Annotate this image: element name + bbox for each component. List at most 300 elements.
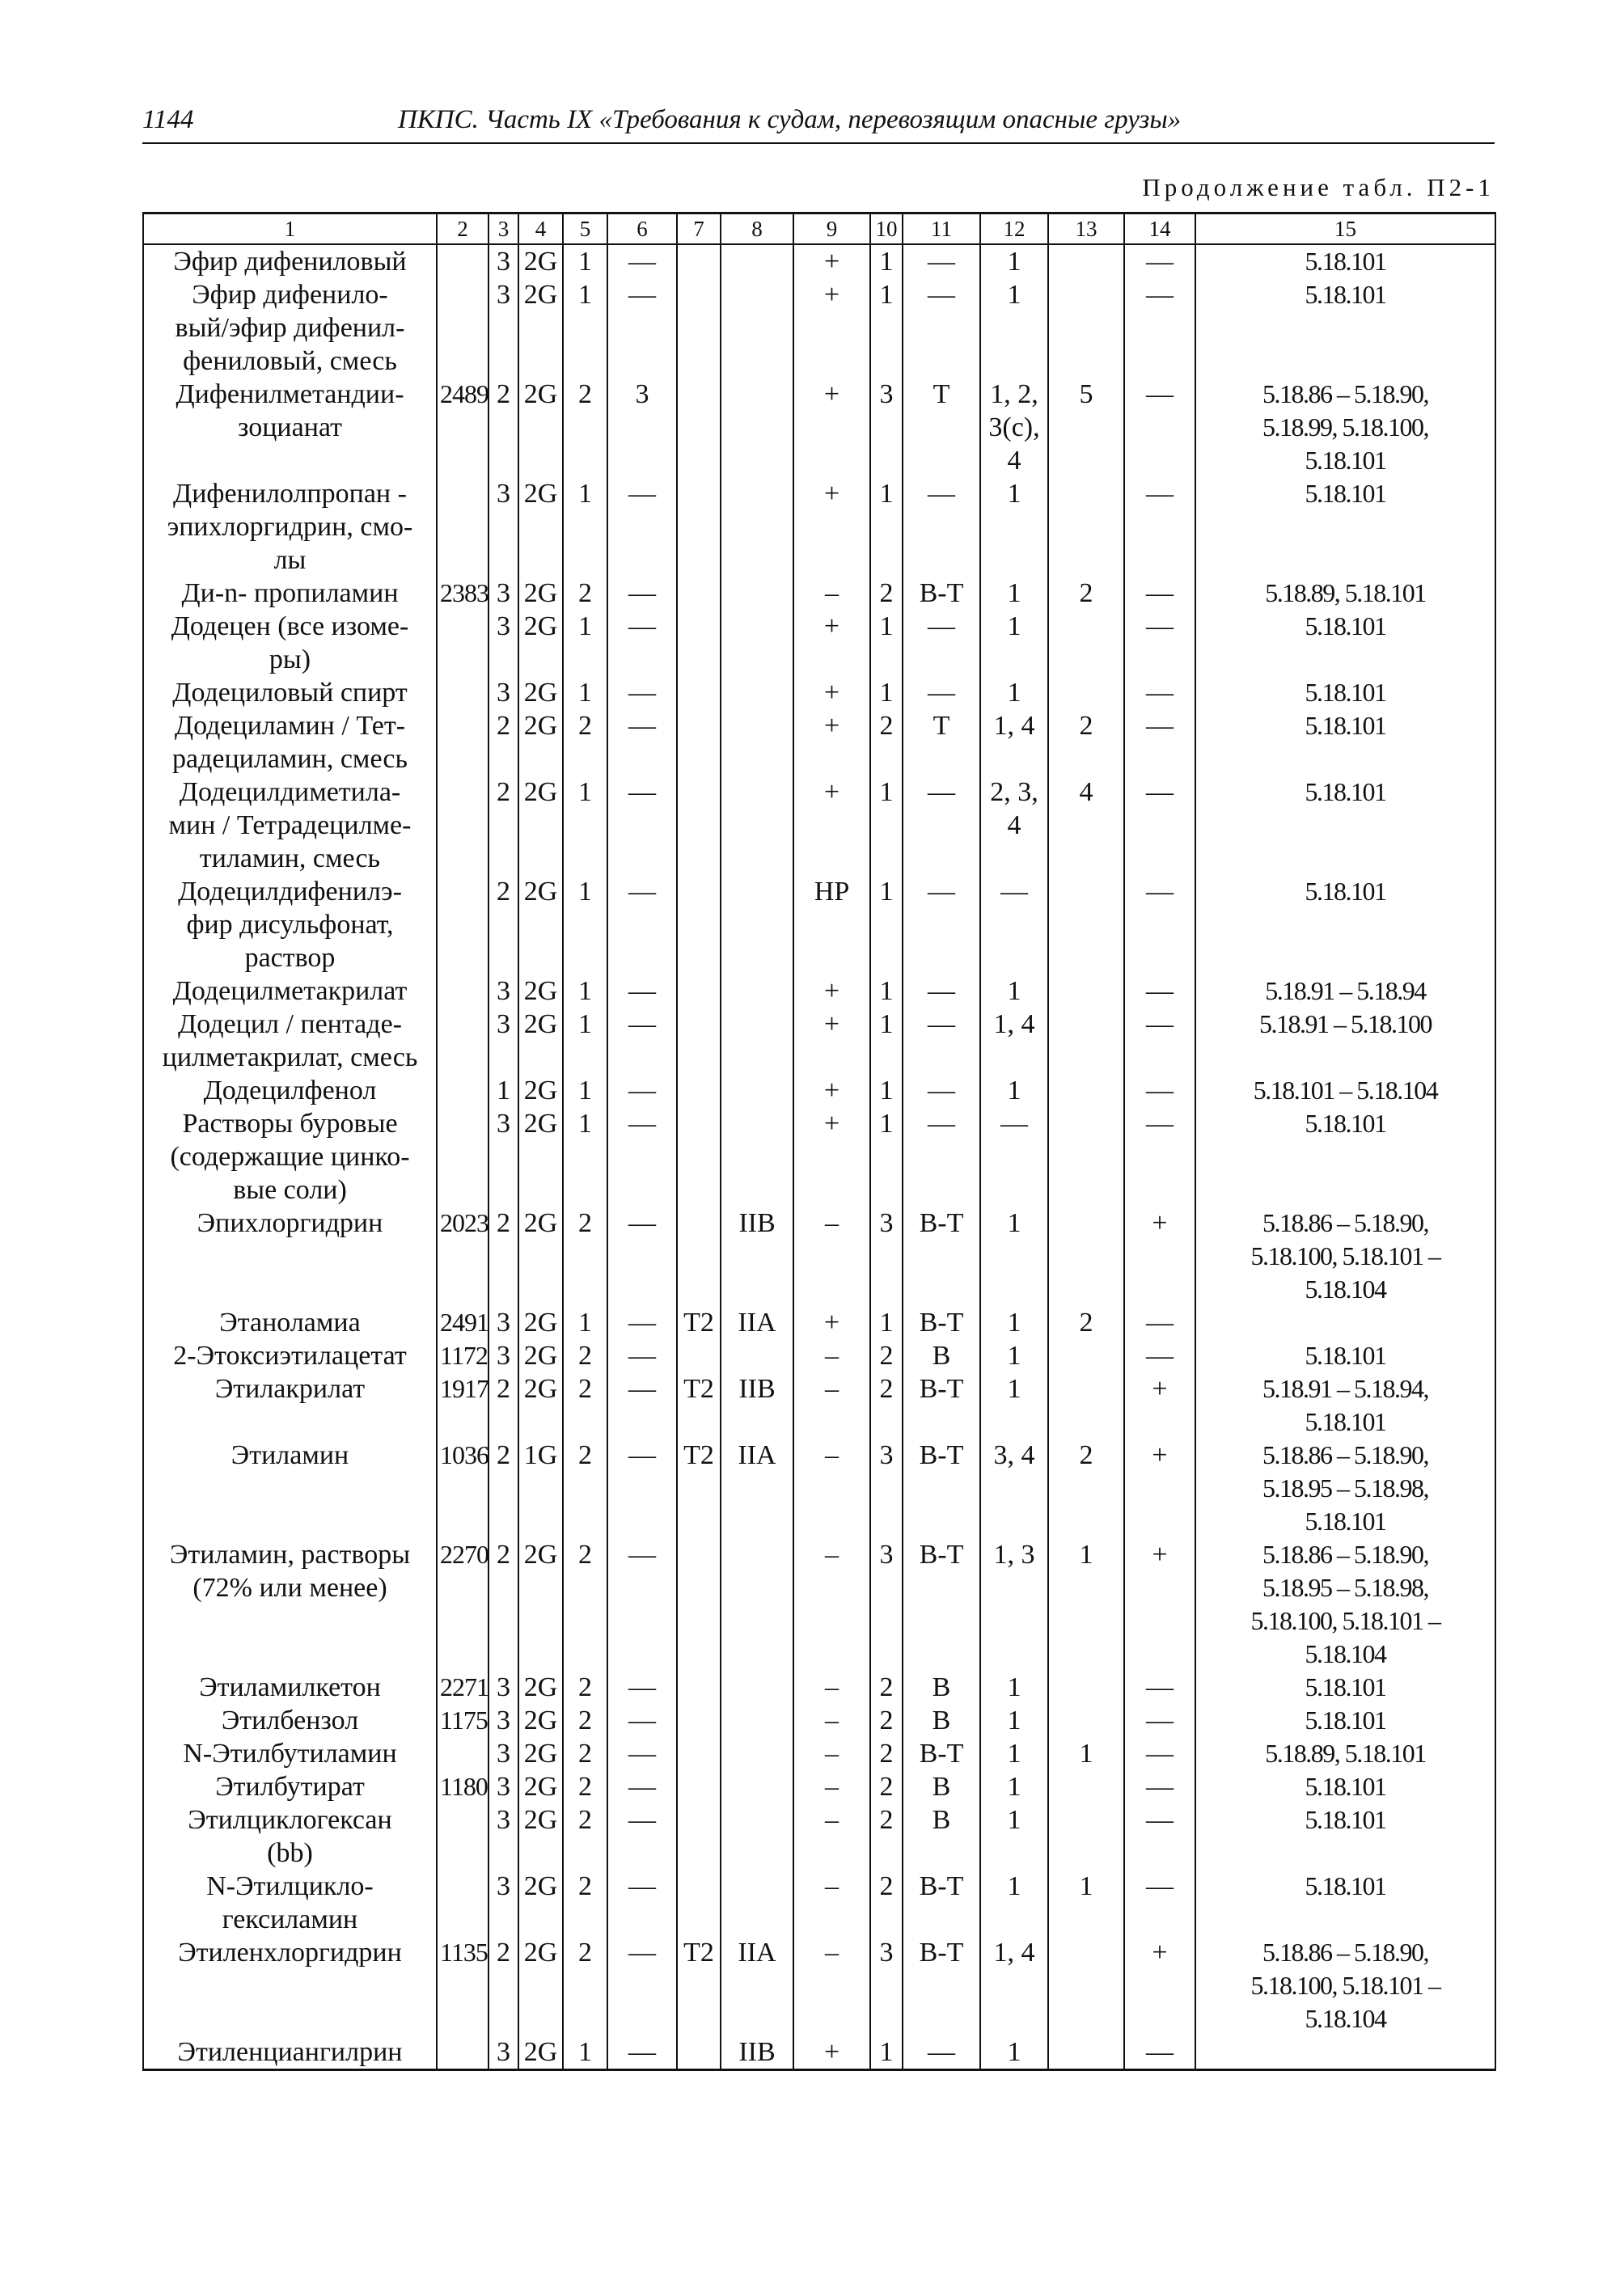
table-cell <box>1048 244 1124 278</box>
table-cell: — <box>1124 776 1195 875</box>
table-cell: 1 <box>980 1803 1048 1870</box>
table-cell: В-Т <box>903 1439 980 1538</box>
table-cell: 2491 <box>437 1306 488 1339</box>
table-cell: 2 <box>488 875 518 974</box>
table-cell: 1 <box>980 1207 1048 1306</box>
table-cell <box>721 1870 793 1936</box>
table-cell: 5.18.101 <box>1195 1671 1495 1704</box>
table-cell: 2 <box>870 1372 903 1439</box>
table-cell <box>677 709 721 776</box>
cargo-name-cell: Додециловый спирт <box>143 676 437 709</box>
table-cell: — <box>607 1936 677 2035</box>
table-cell <box>437 1803 488 1870</box>
table-cell <box>721 244 793 278</box>
table-cell: — <box>1124 974 1195 1008</box>
table-cell: 2 <box>563 1704 607 1737</box>
table-cell: 2G <box>518 974 563 1008</box>
table-cell <box>1048 2035 1124 2070</box>
table-cell: 2 <box>870 1870 903 1936</box>
table-cell: 3 <box>488 1306 518 1339</box>
column-header: 10 <box>870 213 903 245</box>
table-cell: 2 <box>488 1936 518 2035</box>
table-cell: 1 <box>870 1074 903 1107</box>
table-cell: 3, 4 <box>980 1439 1048 1538</box>
table-cell: В <box>903 1803 980 1870</box>
table-cell: 3 <box>488 1008 518 1074</box>
table-cell: 1 <box>1048 1870 1124 1936</box>
table-cell <box>677 1671 721 1704</box>
table-cell: 2G <box>518 1936 563 2035</box>
table-cell <box>437 1074 488 1107</box>
table-cell: 2G <box>518 1737 563 1770</box>
table-cell <box>1195 2035 1495 2070</box>
table-cell: 1 <box>563 776 607 875</box>
table-cell: + <box>793 709 870 776</box>
table-cell <box>677 2035 721 2070</box>
table-cell: — <box>1124 1339 1195 1372</box>
table-cell: 1 <box>980 477 1048 577</box>
table-cell: 5.18.91 – 5.18.100 <box>1195 1008 1495 1074</box>
table-cell: IIB <box>721 1372 793 1439</box>
table-cell: В <box>903 1704 980 1737</box>
table-cell <box>677 278 721 378</box>
table-cell: В <box>903 1770 980 1803</box>
table-cell: 2 <box>870 709 903 776</box>
table-cell: 5.18.89, 5.18.101 <box>1195 577 1495 610</box>
table-cell: 1 <box>1048 1538 1124 1671</box>
table-cell: 3 <box>488 1107 518 1207</box>
cargo-name-cell: Этилциклогексан (bb) <box>143 1803 437 1870</box>
table-cell: + <box>1124 1936 1195 2035</box>
table-cell: — <box>607 1671 677 1704</box>
table-row <box>143 875 1495 974</box>
table-row <box>143 378 1495 477</box>
table-cell: 3 <box>488 1704 518 1737</box>
table-cell: 2 <box>488 1207 518 1306</box>
table-cell: — <box>607 1538 677 1671</box>
table-cell: — <box>903 1107 980 1207</box>
cargo-name-cell: Додецилдиметила- мин / Тетрадецилме- тиламин, смесь <box>143 776 437 875</box>
table-cell <box>677 477 721 577</box>
table-cell: — <box>980 1107 1048 1207</box>
table-cell <box>721 1339 793 1372</box>
table-cell: 2023 <box>437 1207 488 1306</box>
table-cell: 2G <box>518 1770 563 1803</box>
table-cell <box>437 244 488 278</box>
table-cell: + <box>793 2035 870 2070</box>
table-cell: 3 <box>607 378 677 477</box>
table-cell: 1 <box>563 676 607 709</box>
table-cell: — <box>607 1372 677 1439</box>
cargo-requirements-table <box>142 212 1496 2071</box>
table-cell: – <box>793 1737 870 1770</box>
table-cell: 2 <box>563 1671 607 1704</box>
table-cell <box>721 378 793 477</box>
table-row <box>143 1008 1495 1074</box>
table-cell: + <box>1124 1538 1195 1671</box>
table-cell: 1 <box>980 1671 1048 1704</box>
table-cell: 2 <box>1048 1306 1124 1339</box>
table-cell: — <box>903 1008 980 1074</box>
table-cell: 1 <box>980 2035 1048 2070</box>
table-cell: — <box>607 244 677 278</box>
table-cell <box>677 676 721 709</box>
table-cell <box>437 676 488 709</box>
table-cell: — <box>1124 1803 1195 1870</box>
table-cell: 5.18.101 <box>1195 776 1495 875</box>
table-cell: 1 <box>870 1107 903 1207</box>
table-cell <box>721 278 793 378</box>
column-header: 12 <box>980 213 1048 245</box>
table-cell <box>437 1737 488 1770</box>
table-cell: 5.18.101 <box>1195 244 1495 278</box>
table-cell: 3 <box>488 974 518 1008</box>
table-cell: В-Т <box>903 1538 980 1671</box>
table-cell: 2G <box>518 1207 563 1306</box>
table-cell <box>721 610 793 676</box>
table-cell: 2 <box>1048 709 1124 776</box>
table-row <box>143 1770 1495 1803</box>
table-cell: 1, 2, 3(c), 4 <box>980 378 1048 477</box>
table-cell: — <box>1124 1008 1195 1074</box>
table-cell: 1 <box>980 278 1048 378</box>
table-cell: – <box>793 1538 870 1671</box>
table-cell <box>677 974 721 1008</box>
table-cell: — <box>607 610 677 676</box>
table-row <box>143 1936 1495 2035</box>
table-continuation-caption: Продолжение табл. П2-1 <box>1142 173 1495 201</box>
table-cell: 1 <box>563 1008 607 1074</box>
table-cell <box>677 1704 721 1737</box>
table-cell: 2G <box>518 676 563 709</box>
table-cell: 1 <box>870 610 903 676</box>
table-cell: 1, 4 <box>980 1008 1048 1074</box>
table-cell: 2 <box>563 709 607 776</box>
table-cell: T2 <box>677 1306 721 1339</box>
table-cell: 1 <box>870 278 903 378</box>
table-cell: + <box>793 610 870 676</box>
table-cell: 2 <box>563 1372 607 1439</box>
table-cell <box>677 1538 721 1671</box>
table-cell: 1 <box>980 244 1048 278</box>
table-cell: 5.18.91 – 5.18.94 <box>1195 974 1495 1008</box>
table-cell: + <box>793 676 870 709</box>
table-cell <box>721 1704 793 1737</box>
table-cell <box>677 1074 721 1107</box>
table-row <box>143 610 1495 676</box>
table-cell: — <box>903 610 980 676</box>
table-cell: — <box>1124 1074 1195 1107</box>
table-cell: 2G <box>518 610 563 676</box>
table-cell <box>1048 875 1124 974</box>
cargo-name-cell: Этилбензол <box>143 1704 437 1737</box>
table-cell: 1 <box>870 776 903 875</box>
table-row <box>143 709 1495 776</box>
table-cell: 2G <box>518 244 563 278</box>
table-cell <box>677 1737 721 1770</box>
cargo-name-cell: Эфир дифенило- вый/эфир дифенил- фениловый, смесь <box>143 278 437 378</box>
table-cell <box>677 776 721 875</box>
table-cell: — <box>1124 610 1195 676</box>
table-cell: — <box>607 676 677 709</box>
table-cell <box>437 610 488 676</box>
table-cell: 5.18.101 <box>1195 1803 1495 1870</box>
table-cell: 2G <box>518 1306 563 1339</box>
table-cell: 5.18.101 <box>1195 676 1495 709</box>
table-cell <box>1048 1770 1124 1803</box>
table-cell <box>677 1770 721 1803</box>
table-cell <box>721 1737 793 1770</box>
table-cell: 5.18.91 – 5.18.94, 5.18.101 <box>1195 1372 1495 1439</box>
column-header: 13 <box>1048 213 1124 245</box>
column-header: 7 <box>677 213 721 245</box>
table-row <box>143 1704 1495 1737</box>
table-cell: 2 <box>870 577 903 610</box>
table-row <box>143 1671 1495 1704</box>
table-cell <box>721 875 793 974</box>
cargo-name-cell: Додецилдифенилэ- фир дисульфонат, раствор <box>143 875 437 974</box>
table-cell: 5.18.101 <box>1195 1770 1495 1803</box>
cargo-name-cell: Этиламилкетон <box>143 1671 437 1704</box>
column-header: 5 <box>563 213 607 245</box>
table-cell <box>1048 1207 1124 1306</box>
table-cell <box>721 477 793 577</box>
column-header: 1 <box>143 213 437 245</box>
table-cell <box>721 1803 793 1870</box>
table-cell: 2 <box>870 1704 903 1737</box>
table-cell: — <box>903 244 980 278</box>
table-cell: 1 <box>980 577 1048 610</box>
table-cell: 2 <box>563 1936 607 2035</box>
table-cell: 1 <box>1048 1737 1124 1770</box>
table-cell: 3 <box>870 1439 903 1538</box>
column-header: 11 <box>903 213 980 245</box>
table-cell: 2G <box>518 1870 563 1936</box>
table-cell: 3 <box>488 477 518 577</box>
table-cell: + <box>793 477 870 577</box>
table-cell <box>1048 1074 1124 1107</box>
table-cell: 1 <box>870 676 903 709</box>
table-cell: 2 <box>870 1671 903 1704</box>
table-cell: — <box>980 875 1048 974</box>
table-cell: — <box>903 1074 980 1107</box>
table-cell: IIB <box>721 2035 793 2070</box>
table-cell: 4 <box>1048 776 1124 875</box>
table-cell: 3 <box>488 1770 518 1803</box>
table-cell <box>721 577 793 610</box>
table-row <box>143 1074 1495 1107</box>
table-cell: + <box>1124 1372 1195 1439</box>
table-cell: — <box>607 1704 677 1737</box>
table-cell: 2G <box>518 378 563 477</box>
table-cell: 2G <box>518 1704 563 1737</box>
table-cell: — <box>607 1008 677 1074</box>
table-cell: 5.18.86 – 5.18.90, 5.18.100, 5.18.101 – 5.18.104 <box>1195 1936 1495 2035</box>
table-cell: Т <box>903 709 980 776</box>
table-cell: 2 <box>870 1339 903 1372</box>
table-cell: + <box>793 776 870 875</box>
table-cell: 2 <box>563 1439 607 1538</box>
table-row <box>143 2035 1495 2070</box>
table-cell: 1 <box>563 278 607 378</box>
table-cell: – <box>793 1936 870 2035</box>
table-cell <box>1048 676 1124 709</box>
table-cell: 3 <box>870 1538 903 1671</box>
table-cell: 2 <box>563 1870 607 1936</box>
table-cell: — <box>1124 378 1195 477</box>
cargo-name-cell: Додецил / пентаде- цилметакрилат, смесь <box>143 1008 437 1074</box>
table-cell: 5.18.101 <box>1195 1107 1495 1207</box>
table-cell: IIA <box>721 1439 793 1538</box>
table-cell: T2 <box>677 1372 721 1439</box>
table-cell <box>677 1870 721 1936</box>
table-cell: 3 <box>488 577 518 610</box>
column-header: 8 <box>721 213 793 245</box>
table-cell: – <box>793 1439 870 1538</box>
table-header-row <box>143 213 1495 245</box>
table-cell: 2, 3, 4 <box>980 776 1048 875</box>
table-cell: 5.18.86 – 5.18.90, 5.18.99, 5.18.100, 5.18.101 <box>1195 378 1495 477</box>
table-cell: + <box>793 1008 870 1074</box>
table-cell <box>1048 1107 1124 1207</box>
table-cell: Т <box>903 378 980 477</box>
cargo-name-cell: N-Этилцикло- гексиламин <box>143 1870 437 1936</box>
table-cell: 2G <box>518 776 563 875</box>
cargo-name-cell: Этиламин <box>143 1439 437 1538</box>
table-cell: — <box>607 1770 677 1803</box>
table-row <box>143 577 1495 610</box>
table-cell: 5.18.86 – 5.18.90, 5.18.95 – 5.18.98, 5.18.101 <box>1195 1439 1495 1538</box>
table-cell: 3 <box>488 1737 518 1770</box>
table-cell: 2 <box>488 709 518 776</box>
table-row <box>143 676 1495 709</box>
table-cell: 1, 3 <box>980 1538 1048 1671</box>
table-cell: 5.18.101 <box>1195 278 1495 378</box>
table-row <box>143 1538 1495 1671</box>
table-cell: 2G <box>518 278 563 378</box>
table-cell: 3 <box>488 1870 518 1936</box>
table-cell: 1 <box>563 477 607 577</box>
table-cell: — <box>607 1803 677 1870</box>
table-cell <box>721 776 793 875</box>
table-cell: 1 <box>563 974 607 1008</box>
table-cell: В-Т <box>903 1207 980 1306</box>
table-cell <box>677 1107 721 1207</box>
table-cell: 3 <box>488 278 518 378</box>
table-cell: — <box>1124 1107 1195 1207</box>
cargo-name-cell: Этиленциангилрин <box>143 2035 437 2070</box>
table-row <box>143 1803 1495 1870</box>
cargo-name-cell: Дифенилметандии- зоцианат <box>143 378 437 477</box>
cargo-name-cell: Этаноламиа <box>143 1306 437 1339</box>
table-cell: 1, 4 <box>980 709 1048 776</box>
table-cell: — <box>1124 1671 1195 1704</box>
table-cell: 3 <box>488 1803 518 1870</box>
cargo-name-cell: N-Этилбутиламин <box>143 1737 437 1770</box>
table-cell: 2 <box>563 577 607 610</box>
table-cell: В <box>903 1339 980 1372</box>
table-cell <box>677 1207 721 1306</box>
table-cell <box>721 1770 793 1803</box>
table-cell: 5.18.101 <box>1195 709 1495 776</box>
table-cell: — <box>607 577 677 610</box>
table-cell: 2 <box>1048 577 1124 610</box>
cargo-name-cell: Растворы буровые (содержащие цинко- вые соли) <box>143 1107 437 1207</box>
table-cell <box>677 1339 721 1372</box>
table-cell <box>437 1107 488 1207</box>
table-cell <box>721 709 793 776</box>
cargo-name-cell: 2-Этоксиэтилацетат <box>143 1339 437 1372</box>
table-cell: IIA <box>721 1306 793 1339</box>
table-cell: — <box>607 1737 677 1770</box>
table-cell: В <box>903 1671 980 1704</box>
table-cell: + <box>793 1074 870 1107</box>
table-cell: 2 <box>870 1803 903 1870</box>
table-cell: 1 <box>870 477 903 577</box>
table-cell: — <box>903 776 980 875</box>
table-cell: 2G <box>518 1339 563 1372</box>
table-cell: 2 <box>563 1207 607 1306</box>
table-cell: — <box>607 477 677 577</box>
table-cell <box>1195 1306 1495 1339</box>
table-cell: — <box>1124 1704 1195 1737</box>
table-cell: 2 <box>563 1770 607 1803</box>
table-cell: 2489 <box>437 378 488 477</box>
table-cell: В-Т <box>903 1372 980 1439</box>
cargo-name-cell: Эпихлоргидрин <box>143 1207 437 1306</box>
table-row <box>143 1372 1495 1439</box>
table-cell <box>721 1107 793 1207</box>
table-cell: 2G <box>518 709 563 776</box>
cargo-name-cell: Дифенилолпропан - эпихлоргидрин, смо- лы <box>143 477 437 577</box>
table-cell: IIB <box>721 1207 793 1306</box>
table-cell: 2 <box>563 1737 607 1770</box>
table-row <box>143 974 1495 1008</box>
table-cell: 3 <box>870 1207 903 1306</box>
table-cell: 2 <box>563 1339 607 1372</box>
table-row <box>143 1439 1495 1538</box>
table-cell <box>677 244 721 278</box>
cargo-name-cell: Додецилметакрилат <box>143 974 437 1008</box>
table-cell: 2270 <box>437 1538 488 1671</box>
table-cell: 1 <box>870 974 903 1008</box>
table-cell: 1 <box>870 1008 903 1074</box>
table-cell: В-Т <box>903 1306 980 1339</box>
table-cell: 3 <box>488 1339 518 1372</box>
table-cell: – <box>793 1770 870 1803</box>
table-cell: 2G <box>518 2035 563 2070</box>
table-cell: 1 <box>870 1306 903 1339</box>
table-cell: — <box>607 1439 677 1538</box>
table-cell: 1 <box>980 676 1048 709</box>
table-cell <box>721 1671 793 1704</box>
table-cell: 1180 <box>437 1770 488 1803</box>
table-cell: 5.18.86 – 5.18.90, 5.18.95 – 5.18.98, 5.18.100, 5.18.101 – 5.18.104 <box>1195 1538 1495 1671</box>
table-cell: 2 <box>488 1372 518 1439</box>
column-header: 6 <box>607 213 677 245</box>
table-cell <box>677 378 721 477</box>
table-cell <box>677 875 721 974</box>
table-cell: — <box>607 1074 677 1107</box>
table-cell: — <box>1124 278 1195 378</box>
table-cell: 1G <box>518 1439 563 1538</box>
table-cell: 2 <box>488 1538 518 1671</box>
table-cell <box>437 974 488 1008</box>
table-cell: 5.18.101 <box>1195 1870 1495 1936</box>
table-row <box>143 1207 1495 1306</box>
table-cell: 1 <box>870 875 903 974</box>
table-cell: 1135 <box>437 1936 488 2035</box>
